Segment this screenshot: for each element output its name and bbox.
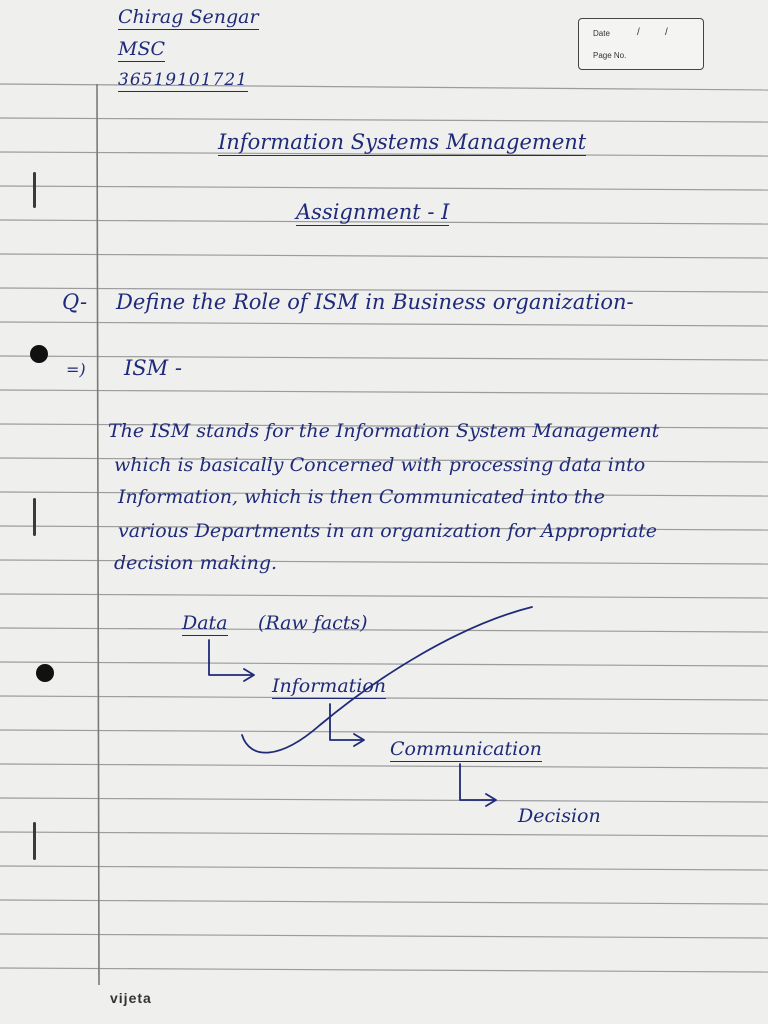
student-name: Chirag Sengar — [118, 6, 259, 28]
question-prefix: Q- — [62, 290, 88, 314]
flow-communication-label: Communication — [390, 738, 542, 760]
flow-arrow — [330, 704, 362, 740]
answer-heading: ISM - — [124, 356, 182, 380]
flow-data-label: Data — [182, 612, 228, 634]
answer-line: Information, which is then Communicated into the — [118, 486, 606, 508]
strike-through-curve — [242, 607, 532, 753]
question-text: Define the Role of ISM in Business organization- — [116, 290, 634, 314]
flow-decision-label: Decision — [518, 805, 601, 827]
notebook-brand: vijeta — [110, 990, 152, 1006]
answer-line: which is basically Concerned with processing data into — [114, 454, 646, 476]
course-name: MSC — [118, 38, 166, 60]
assignment-title: Assignment - I — [296, 200, 450, 224]
answer-line: The ISM stands for the Information System Management — [108, 420, 660, 442]
date-label: Date — [593, 29, 610, 38]
subject-title: Information Systems Management — [218, 130, 587, 154]
answer-line: decision making. — [114, 552, 278, 574]
roll-number: 36519101721 — [118, 70, 248, 90]
date-slash: / — [665, 27, 668, 38]
answer-prefix: =) — [66, 360, 86, 379]
page-number-label: Page No. — [593, 51, 627, 60]
date-slash: / — [637, 27, 640, 38]
flow-data-note: (Raw facts) — [258, 612, 368, 634]
flow-information-label: Information — [272, 675, 387, 697]
answer-line: various Departments in an organization for Appropriate — [118, 520, 658, 542]
flow-arrow — [460, 764, 494, 800]
